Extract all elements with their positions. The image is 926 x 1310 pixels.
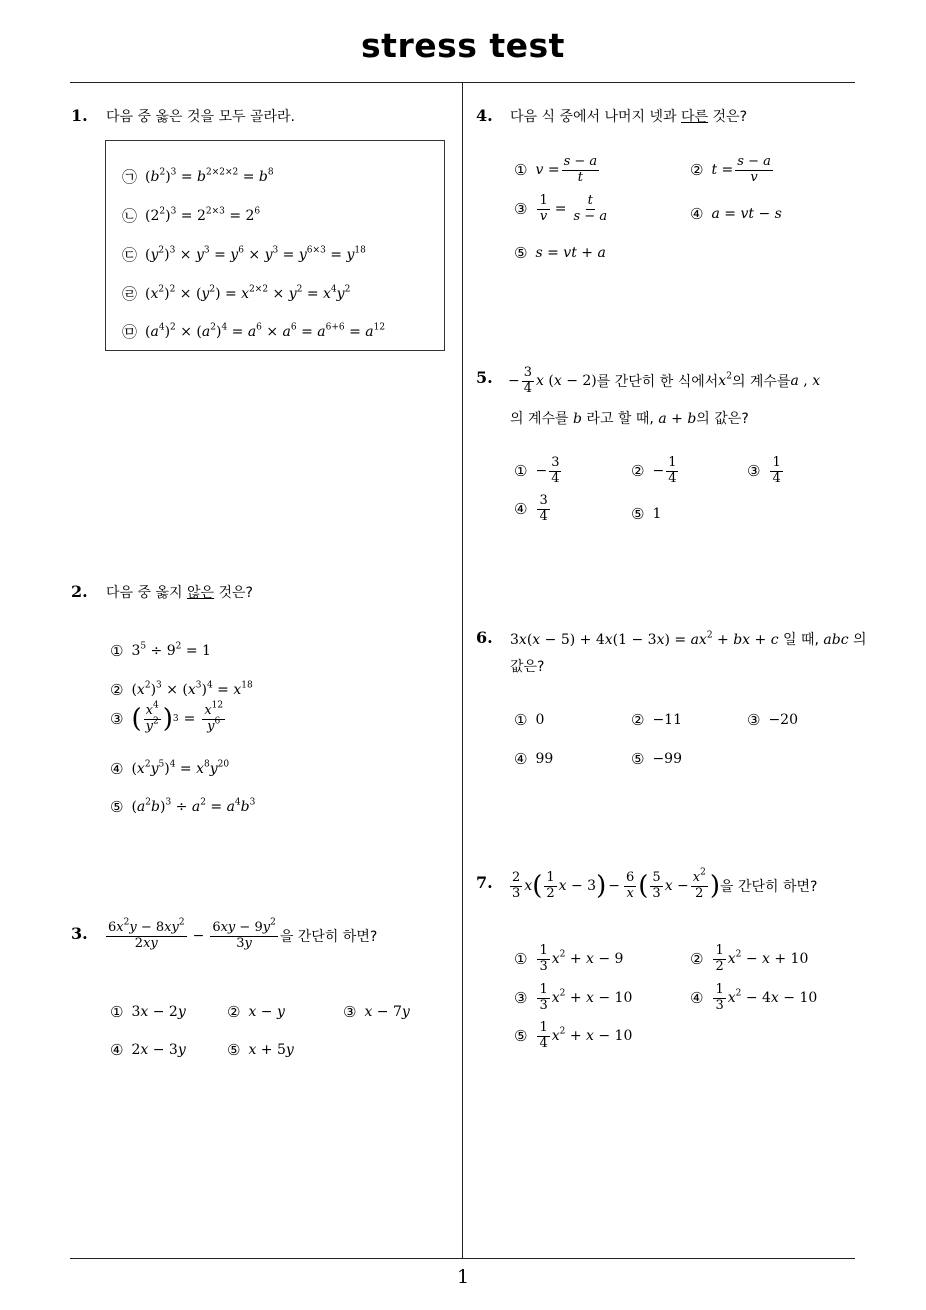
statement-c: ㉢ $(y^2)^3 \times y^3 = y^6 \times y^3 = y^{6\times 3} = y^{18}$: [122, 245, 366, 264]
option-4[interactable]: ④ $\frac{3}{4}$: [514, 493, 548, 524]
question-text-line1: − $\frac{3}{4}$ x (x − 2) 를 간단히 한 식에서 $x^2$ 의 계수를 a , x: [508, 365, 821, 396]
option-1[interactable]: ① $\frac{1}{3}$ $x^2 + x - 9$: [514, 943, 624, 974]
option-1[interactable]: ① 3x − 2y: [110, 1003, 186, 1021]
option-1[interactable]: ① v = $\frac{s - a}{t}$: [514, 154, 598, 185]
question-number: 2.: [71, 582, 88, 601]
option-3[interactable]: ③ ( $\frac{x^4}{y^2}$ ) 3 = $\frac{x^{12}}{y^6}$: [110, 700, 224, 735]
question-text-line2: 의 계수를 b 라고 할 때, a + b의 값은?: [510, 411, 749, 427]
option-3[interactable]: ③ $\frac{1}{4}$: [747, 455, 781, 486]
question-number: 5.: [476, 368, 493, 387]
option-1[interactable]: ① 0: [514, 711, 545, 729]
option-1[interactable]: ① $3^5 \div 9^2 = 1$: [110, 641, 211, 660]
option-2[interactable]: ② $(x^2)^3 \times (x^3)^4 = x^{18}$: [110, 680, 253, 699]
option-3[interactable]: ③ x − 7y: [343, 1003, 410, 1021]
question-number: 6.: [476, 628, 493, 647]
bottom-rule: [70, 1258, 855, 1259]
option-5[interactable]: ⑤ $(a^2b)^3 \div a^2 = a^4b^3$: [110, 797, 256, 816]
statement-d: ㉣ $(x^2)^2 \times (y^2) = x^{2\times 2} \times y^2 = x^4y^2$: [122, 284, 351, 303]
statement-e: ㉤ $(a^4)^2 \times (a^2)^4 = a^6 \times a^6 = a^{6+6} = a^{12}$: [122, 322, 386, 341]
option-2[interactable]: ② t = $\frac{s - a}{v}$: [690, 154, 771, 185]
question-text-line2: 값은?: [510, 659, 545, 675]
option-2[interactable]: ② x − y: [227, 1003, 285, 1021]
option-5[interactable]: ⑤ 1: [631, 505, 662, 523]
question-text: 다음 식 중에서 나머지 넷과 다른 것은?: [510, 109, 748, 125]
option-3[interactable]: ③ −20: [747, 711, 798, 729]
option-5[interactable]: ⑤ $\frac{1}{4}$ $x^2 + x - 10$: [514, 1020, 633, 1051]
question-number: 4.: [476, 106, 493, 125]
question-number: 3.: [71, 924, 88, 943]
statement-a: ㉠ $(b^2)^3 = b^{2\times 2\times 2} = b^8$: [122, 167, 274, 186]
option-4[interactable]: ④ $\frac{1}{3}$ $x^2 - 4x - 10$: [690, 982, 818, 1013]
option-1[interactable]: ① − $\frac{3}{4}$: [514, 455, 560, 486]
option-5[interactable]: ⑤ −99: [631, 750, 682, 768]
option-4[interactable]: ④ 2x − 3y: [110, 1041, 186, 1059]
option-4[interactable]: ④ 99: [514, 750, 554, 768]
question-text: 다음 중 옳은 것을 모두 골라라.: [106, 109, 295, 125]
option-2[interactable]: ② $\frac{1}{2}$ $x^2 - x + 10$: [690, 943, 809, 974]
option-5[interactable]: ⑤ x + 5y: [227, 1041, 294, 1059]
question-number: 1.: [71, 106, 88, 125]
option-2[interactable]: ② − $\frac{1}{4}$: [631, 455, 677, 486]
question-number: 7.: [476, 873, 493, 892]
option-4[interactable]: ④ a = vt − s: [690, 205, 782, 223]
page-number: 1: [456, 1266, 470, 1288]
question-text: $\frac{2}{3}$ x ( $\frac{1}{2}$ x − 3 ) − $\frac{6}{x}$ ( $\frac{5}{3}$ x − $\frac{x^2}{2}$ ) 을 간단히 하면?: [512, 867, 818, 902]
option-3[interactable]: ③ $\frac{1}{3}$ $x^2 + x - 10$: [514, 982, 633, 1013]
statement-b: ㉡ $(2^2)^3 = 2^{2\times 3} = 2^6$: [122, 206, 261, 225]
option-3[interactable]: ③ $\frac{1}{v}$ = $\frac{t}{s - a}$: [514, 193, 608, 224]
page-title: stress test: [361, 26, 565, 65]
option-5[interactable]: ⑤ s = vt + a: [514, 244, 606, 262]
question-text-line1: $3x(x - 5) + 4x(1 - 3x) = ax^2$ + bx + c 일 때, abc 의: [510, 630, 867, 648]
question-text: $\frac{6x^2y - 8xy^2}{2xy}$ − $\frac{6xy - 9y^2}{3y}$ 을 간단히 하면?: [108, 917, 378, 951]
option-2[interactable]: ② −11: [631, 711, 682, 729]
column-divider: [462, 83, 463, 1259]
question-text: 다음 중 옳지 않은 것은?: [106, 585, 253, 601]
option-4[interactable]: ④ $(x^2y^5)^4 = x^8y^{20}$: [110, 759, 230, 778]
